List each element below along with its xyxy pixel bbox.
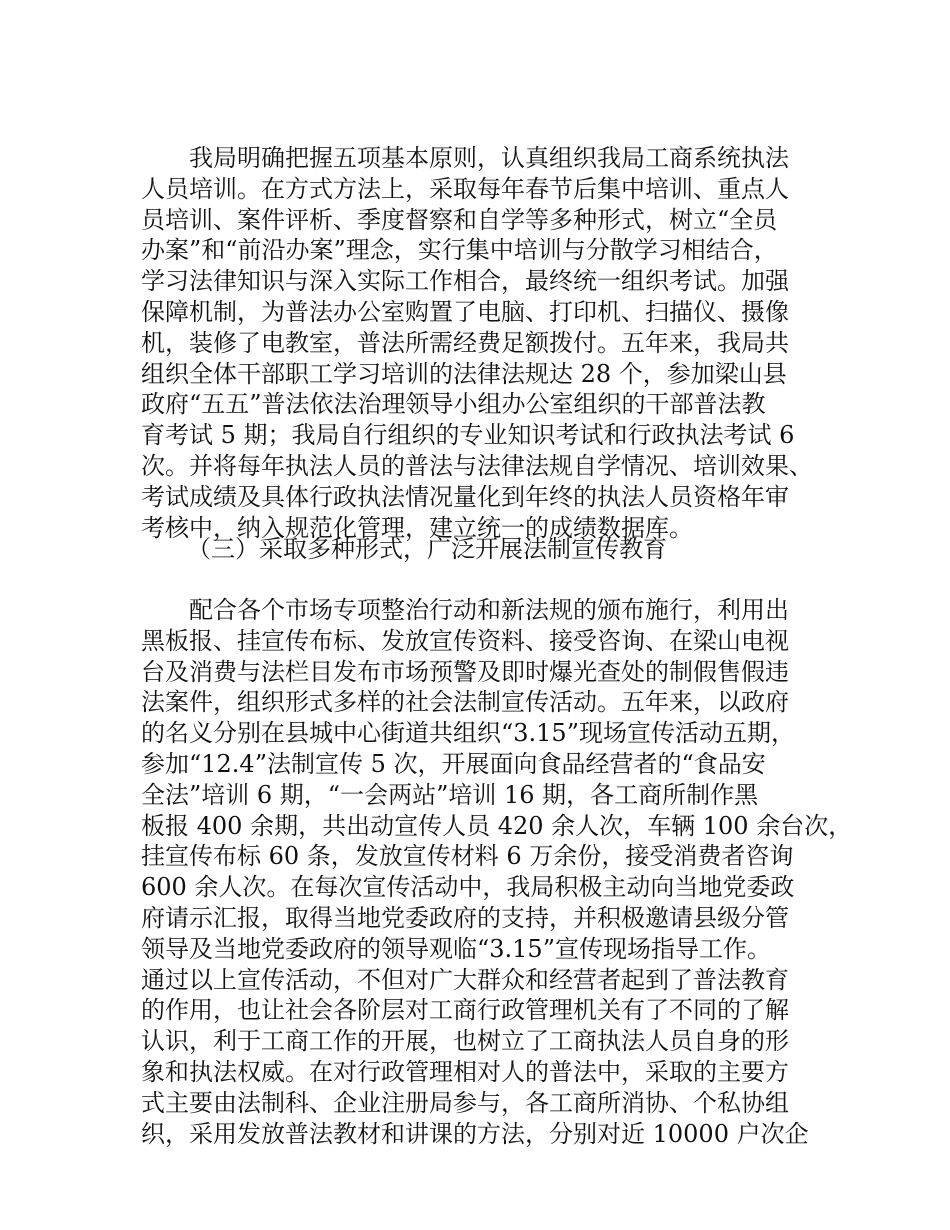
paragraph-publicity [141, 595, 853, 1149]
section-heading: （三）采取多种形式，广泛开展法制宣传教育 [187, 535, 667, 563]
text-line: 挂宣传布标 60 条，发放宣传材料 6 万余份，接受消费者咨询 [141, 842, 794, 871]
text-line: 黑板报、挂宣传布标、发放宣传资料、接受咨询、在梁山电视 [141, 626, 789, 655]
text-line: 认识，利于工商工作的开展，也树立了工商执法人员自身的形 [141, 1027, 789, 1056]
text-line: 次。并将每年执法人员的普法与法律法规自学情况、培训效果、 [141, 451, 813, 480]
text-line: 法案件，组织形式多样的社会法制宣传活动。五年来，以政府 [141, 688, 789, 717]
text-line: 组织全体干部职工学习培训的法律法规达 28 个，参加梁山县 [141, 359, 787, 388]
text-line: 考试成绩及具体行政执法情况量化到年终的执法人员资格年审 [141, 482, 789, 511]
text-line: 办案”和“前沿办案”理念，实行集中培训与分散学习相结合， [141, 236, 778, 265]
text-line: 台及消费与法栏目发布市场预警及即时爆光查处的制假售假违 [141, 657, 789, 686]
text-line: 育考试 5 期；我局自行组织的专业知识考试和行政执法考试 6 [141, 421, 795, 450]
text-line: 机，装修了电教室，普法所需经费足额拨付。五年来，我局共 [141, 328, 789, 357]
text-line: 象和执法权威。在对行政管理相对人的普法中，采取的主要方 [141, 1057, 789, 1086]
text-line: 通过以上宣传活动，不但对广大群众和经营者起到了普法教育 [141, 965, 789, 994]
text-line: 全法”培训 6 期，“一会两站”培训 16 期，各工商所制作黑 [141, 780, 759, 809]
text-line: 600 余人次。在每次宣传活动中，我局积极主动向当地党委政 [141, 873, 795, 902]
paragraph-training [141, 143, 831, 543]
text-line: 的作用，也让社会各阶层对工商行政管理机关有了不同的了解 [141, 996, 789, 1025]
text-line: 人员培训。在方式方法上，采取每年春节后集中培训、重点人 [141, 174, 789, 203]
text-line: 考核中，纳入规范化管理，建立统一的成绩数据库。 [141, 513, 693, 542]
text-line: 配合各个市场专项整治行动和新法规的颁布施行，利用出 [141, 596, 789, 624]
text-line: 参加“12.4”法制宣传 5 次，开展面向食品经营者的“食品安 [141, 749, 766, 778]
text-line: 的名义分别在县城中心街道共组织“3.15”现场宣传活动五期， [141, 719, 795, 748]
text-line: 保障机制，为普法办公室购置了电脑、打印机、扫描仪、摄像 [141, 297, 789, 326]
text-line: 府请示汇报，取得当地党委政府的支持，并积极邀请县级分管 [141, 903, 789, 932]
text-line: 领导及当地党委政府的领导观临“3.15”宣传现场指导工作。 [141, 934, 771, 963]
text-line: 式主要由法制科、企业注册局参与，各工商所消协、个私协组 [141, 1088, 789, 1117]
text-line: 我局明确把握五项基本原则，认真组织我局工商系统执法 [141, 144, 789, 172]
text-line: 板报 400 余期，共出动宣传人员 420 余人次，车辆 100 余台次， [141, 811, 853, 840]
text-line: 织，采用发放普法教材和讲课的方法，分别对近 10000 户次企 [141, 1119, 809, 1148]
text-line: 政府“五五”普法依法治理领导小组办公室组织的干部普法教 [141, 390, 766, 419]
text-line: 学习法律知识与深入实际工作相合，最终统一组织考试。加强 [141, 267, 789, 296]
text-line: 员培训、案件评析、季度督察和自学等多种形式，树立“全员 [141, 205, 778, 234]
